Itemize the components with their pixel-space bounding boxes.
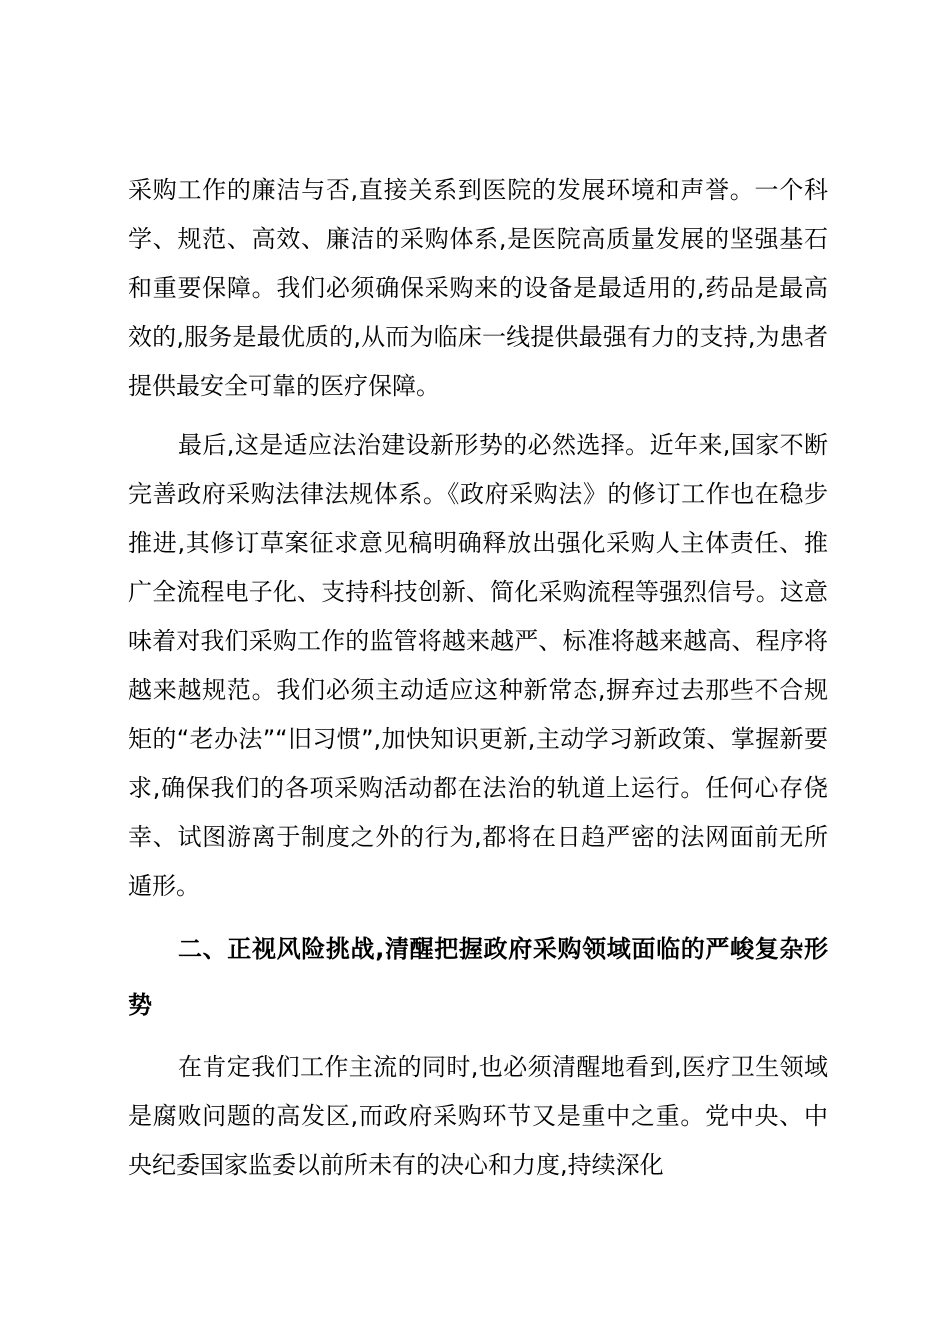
paragraph-integrity: 采购工作的廉洁与否,直接关系到医院的发展环境和声誉。一个科学、规范、高效、廉洁的采购体系,是医院高质量发展的坚强基石和重要保障。我们必须确保采购来的设备是最适用的,药品是最高效的,服务是最优质的,从而为临床一线提供最强有力的支持,为患者提供最安全可靠的医疗保障。 [128, 176, 828, 400]
paragraph-risk-intro: 在肯定我们工作主流的同时,也必须清醒地看到,医疗卫生领域是腐败问题的高发区,而政府采购环节又是重中之重。党中央、中央纪委国家监委以前所未有的决心和力度,持续深化 [128, 1053, 828, 1179]
document-body [128, 166, 828, 1190]
paragraph-rule-of-law: 最后,这是适应法治建设新形势的必然选择。近年来,国家不断完善政府采购法律法规体系。《政府采购法》的修订工作也在稳步推进,其修订草案征求意见稿明确释放出强化采购人主体责任、推广全流程电子化、支持科技创新、简化采购流程等强烈信号。这意味着对我们采购工作的监管将越来越严、标准将越来越高、程序将越来越规范。我们必须主动适应这种新常态,摒弃过去那些不合规矩的“老办法”“旧习惯”,加快知识更新,主动学习新政策、掌握新要求,确保我们的各项采购活动都在法治的轨道上运行。任何心存侥幸、试图游离于制度之外的行为,都将在日趋严密的法网面前无所遁形。 [128, 431, 828, 900]
section-heading-2: 二、正视风险挑战,清醒把握政府采购领域面临的严峻复杂形势 [128, 935, 828, 1019]
